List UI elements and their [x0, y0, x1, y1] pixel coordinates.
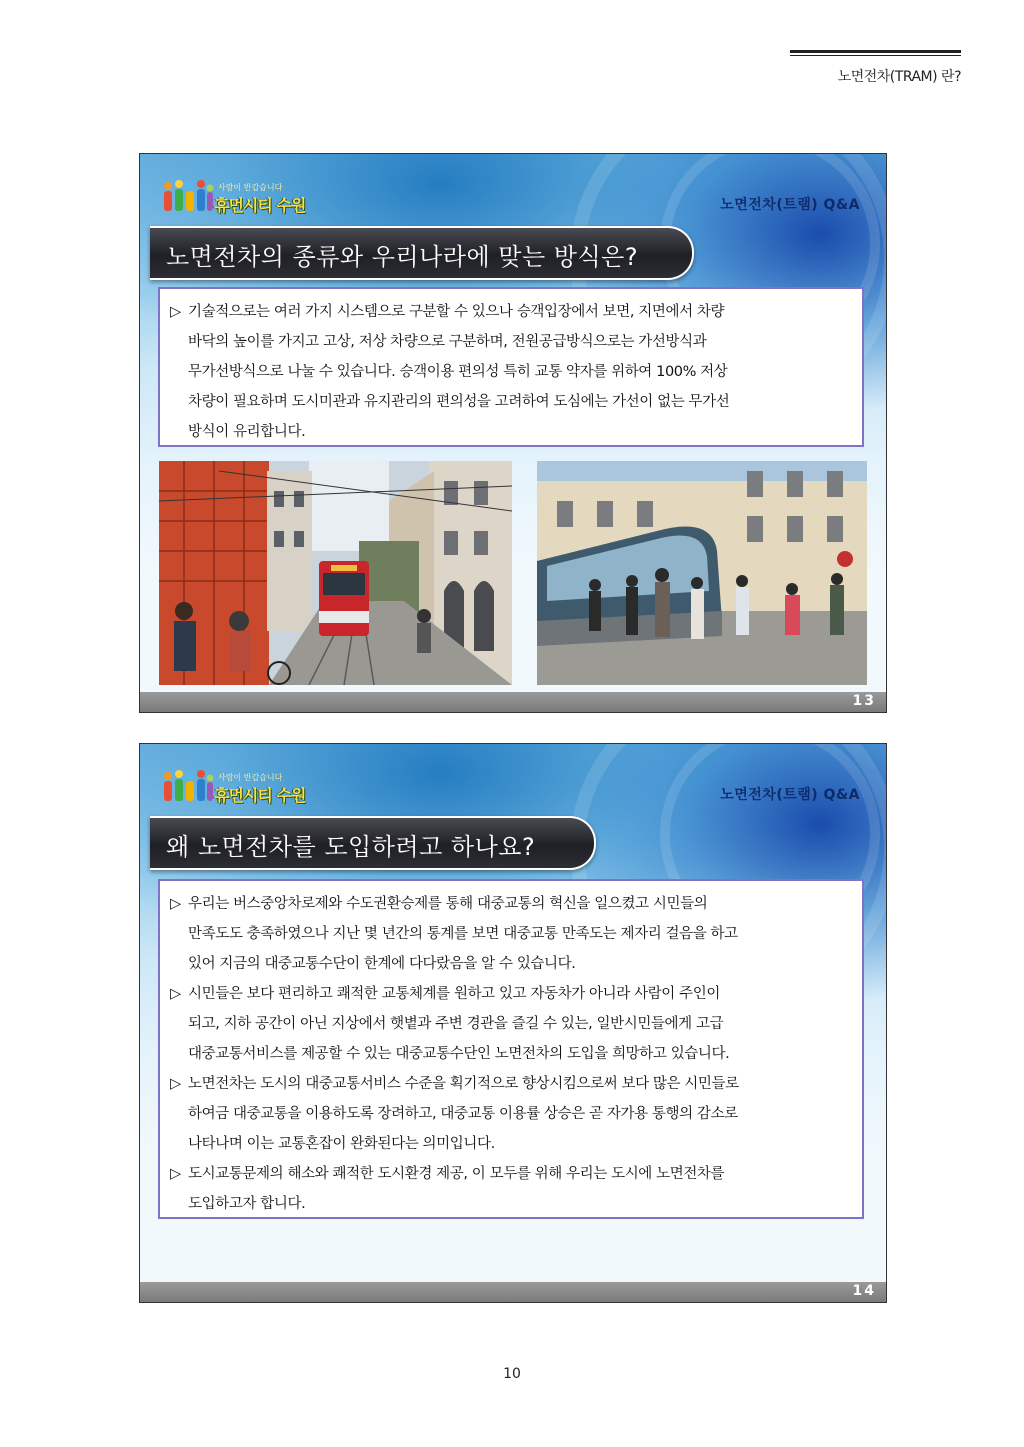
paragraph-line: 만족도도 충족하였으나 지난 몇 년간의 통계를 보면 대중교통 만족도는 제자리 걸음을 하고 [188, 926, 738, 942]
qa-label: 노면전차(트램) Q&A [720, 197, 860, 213]
paragraph-line: 바닥의 높이를 가지고 고상, 저상 차량으로 구분하며, 전원공급방식으로는 가선방식과 [188, 334, 707, 350]
paragraph-line: 노면전차는 도시의 대중교통서비스 수준을 획기적으로 향상시킴으로써 보다 많은 시민들로 [188, 1076, 739, 1092]
people-logo-icon [162, 770, 214, 804]
bullet-paragraph [170, 889, 852, 979]
bullet-paragraph [170, 1159, 852, 1219]
paragraph-line: 하여금 대중교통을 이용하도록 장려하고, 대중교통 이용률 상승은 곧 자가용 통행의 감소로 [188, 1106, 738, 1122]
bullet-paragraph [170, 979, 852, 1069]
logo-tagline: 사람이 반갑습니다 [218, 183, 283, 192]
paragraph-line: 도시교통문제의 해소와 쾌적한 도시환경 제공, 이 모두를 위해 우리는 도시에 노면전차를 [188, 1166, 725, 1182]
slide-text-box [158, 287, 864, 447]
page-header [790, 50, 961, 86]
triangle-bullet-icon: ▷ [170, 1166, 181, 1182]
paragraph-line: 되고, 지하 공간이 아닌 지상에서 햇볕과 주변 경관을 즐길 수 있는, 일반시민들에게 고급 [188, 1016, 724, 1032]
paragraph-line: 무가선방식으로 나눌 수 있습니다. 승객이용 편의성 특히 교통 약자를 위하여 100% 저상 [188, 364, 728, 380]
slide-title: 왜 노면전차를 도입하려고 하나요? [166, 833, 536, 861]
paragraph-line: 시민들은 보다 편리하고 쾌적한 교통체계를 원하고 있고 자동차가 아니라 사람이 주인이 [188, 986, 720, 1002]
slide-text-box [158, 879, 864, 1219]
slide-number: 13 [852, 693, 876, 709]
slide-title: 노면전차의 종류와 우리나라에 맞는 방식은? [166, 243, 639, 271]
paragraph-line: 나타나며 이는 교통혼잡이 완화된다는 의미입니다. [188, 1136, 495, 1152]
paragraph-line: 방식이 유리합니다. [188, 424, 306, 440]
photo-modern-tram [537, 461, 867, 685]
slide-number: 14 [852, 1283, 876, 1299]
paragraph-line: 기술적으로는 여러 가지 시스템으로 구분할 수 있으나 승객입장에서 보면, 지면에서 차량 [188, 304, 725, 320]
logo-tagline: 사람이 반갑습니다 [218, 773, 283, 782]
paragraph-line: 차량이 필요하며 도시미관과 유지관리의 편의성을 고려하여 도심에는 가선이 없는 무가선 [188, 394, 730, 410]
slide-footer-bar [140, 692, 886, 712]
paragraph-line: 우리는 버스중앙차로제와 수도권환승제를 통해 대중교통의 혁신을 일으켰고 시민들의 [188, 896, 708, 912]
header-rule [790, 50, 961, 53]
triangle-bullet-icon: ▷ [170, 1076, 181, 1092]
triangle-bullet-icon: ▷ [170, 304, 181, 320]
paragraph-line: 있어 지금의 대중교통수단이 한계에 다다랐음을 알 수 있습니다. [188, 956, 576, 972]
paragraph-line: 도입하고자 합니다. [188, 1196, 306, 1212]
triangle-bullet-icon: ▷ [170, 986, 181, 1002]
logo-name: 휴먼시티 수원 [214, 196, 306, 215]
header-rule-thin [790, 55, 961, 56]
people-logo-icon [162, 180, 214, 214]
page-number: 10 [503, 1366, 521, 1382]
slide-footer-bar [140, 1282, 886, 1302]
modern-tram-image [537, 461, 867, 685]
logo-name: 휴먼시티 수원 [214, 786, 306, 805]
paragraph-line: 대중교통서비스를 제공할 수 있는 대중교통수단인 노면전차의 도입을 희망하고 있습니다. [188, 1046, 730, 1062]
photo-street-tram [159, 461, 512, 685]
bullet-paragraph [170, 297, 852, 447]
slide-title-banner [150, 226, 694, 280]
logo-human-city-suwon [162, 176, 332, 216]
slide-13 [139, 153, 887, 713]
triangle-bullet-icon: ▷ [170, 896, 181, 912]
logo-human-city-suwon [162, 766, 332, 806]
header-title: 노면전차(TRAM) 란? [837, 69, 961, 85]
bullet-paragraph [170, 1069, 852, 1159]
qa-label: 노면전차(트램) Q&A [720, 787, 860, 803]
street-tram-image [159, 461, 512, 685]
slide-title-banner [150, 816, 596, 870]
slide-14 [139, 743, 887, 1303]
